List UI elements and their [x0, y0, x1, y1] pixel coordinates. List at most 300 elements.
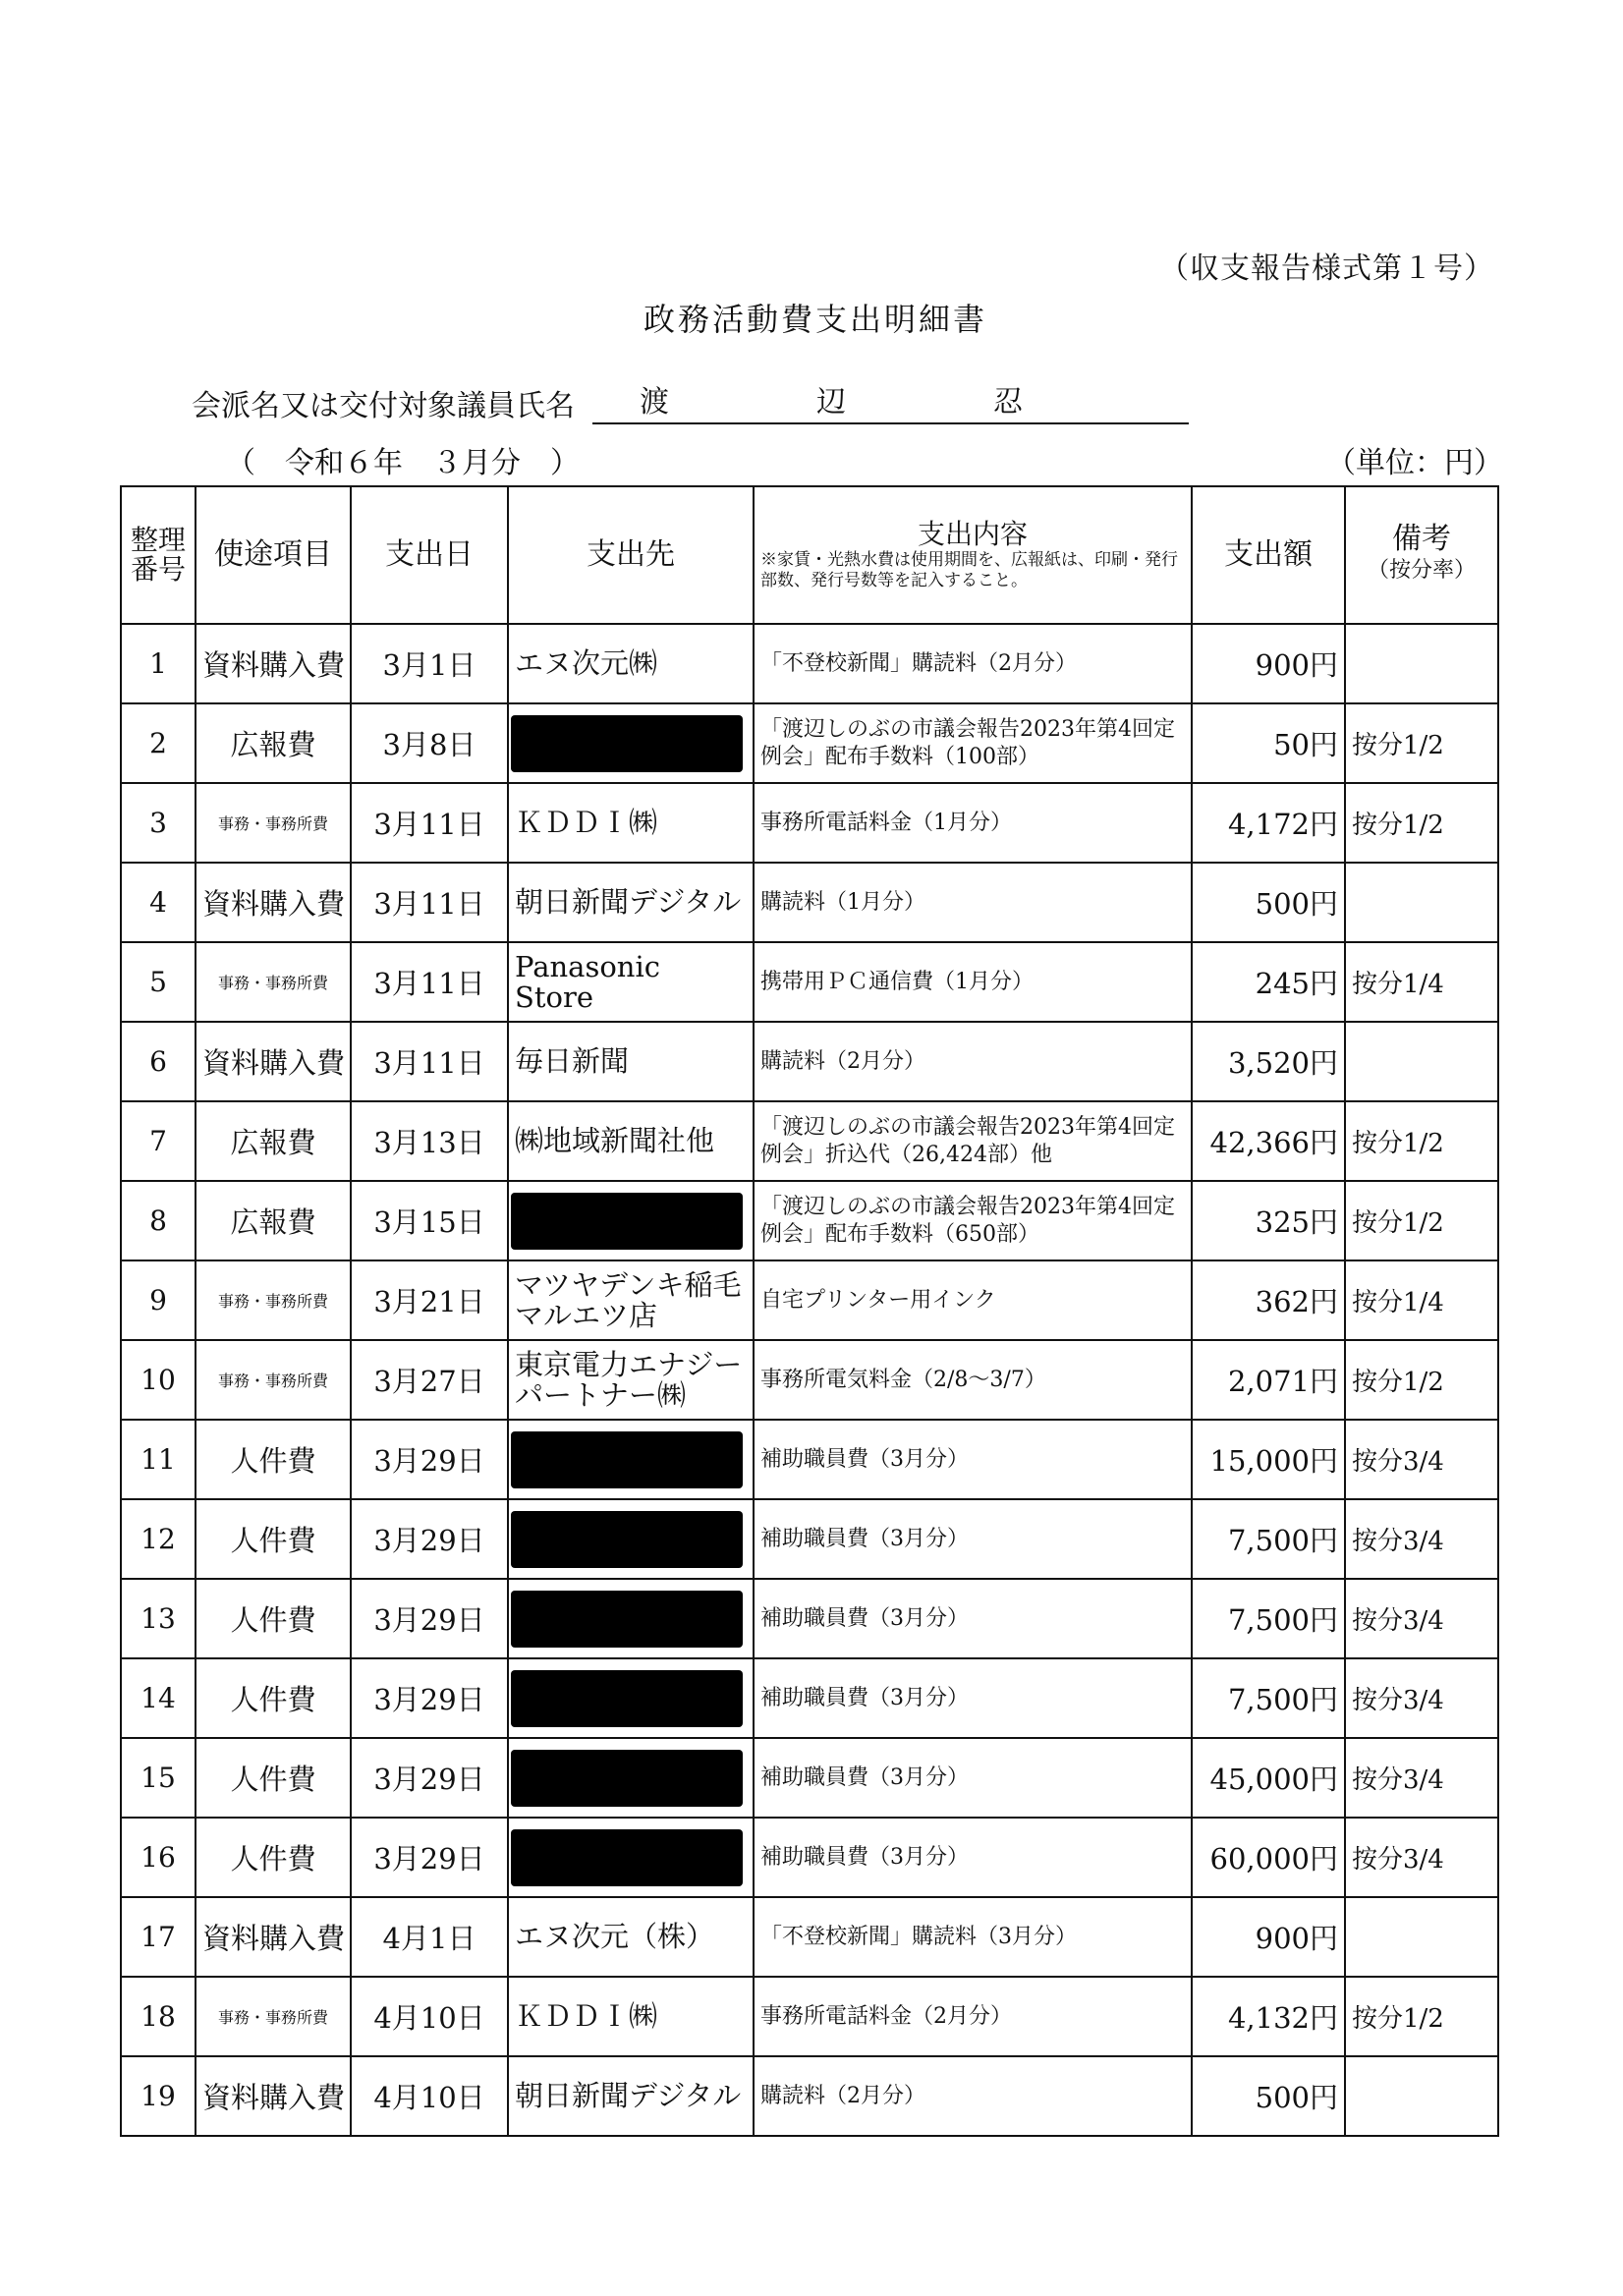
- row-content: [754, 863, 1192, 942]
- row-number-text: 2: [149, 727, 167, 759]
- row-payee: [508, 624, 754, 703]
- redaction-block: [511, 1829, 743, 1886]
- row-content-text: 事務所電気料金（2/8～3/7）: [760, 1367, 1046, 1392]
- row-date-text: 3月13日: [373, 1126, 485, 1159]
- row-payee: [508, 1181, 754, 1260]
- row-payee: [508, 1818, 754, 1897]
- row-date-text: 3月29日: [373, 1763, 485, 1796]
- row-amount: [1192, 703, 1345, 783]
- row-content: [754, 1420, 1192, 1499]
- table-row: [121, 1420, 1498, 1499]
- row-category: [196, 1658, 351, 1738]
- row-number: [121, 1977, 196, 2056]
- row-content-text: 事務所電話料金（2月分）: [760, 2003, 1012, 2029]
- row-payee-text: マツヤデンキ稲毛マルエツ店: [515, 1267, 742, 1332]
- row-category-text: 人件費: [230, 1683, 316, 1716]
- row-amount-text: 7,500円: [1227, 1524, 1338, 1557]
- row-category: [196, 703, 351, 783]
- table-row: [121, 1499, 1498, 1579]
- row-remarks: [1345, 1260, 1498, 1340]
- row-content: [754, 1658, 1192, 1738]
- table-row: [121, 1022, 1498, 1101]
- table-row: [121, 624, 1498, 703]
- row-amount: [1192, 1658, 1345, 1738]
- header-content-label: 支出内容: [917, 518, 1028, 550]
- table-row: [121, 1340, 1498, 1420]
- row-content-text: 購読料（2月分）: [760, 2083, 925, 2108]
- table-row: [121, 1260, 1498, 1340]
- row-date-text: 3月29日: [373, 1842, 485, 1876]
- row-payee: [508, 1738, 754, 1818]
- row-date: [351, 1499, 508, 1579]
- row-content-text: 「不登校新聞」購読料（3月分）: [760, 1924, 1077, 1949]
- row-amount-text: 3,520円: [1227, 1046, 1338, 1080]
- row-number: [121, 624, 196, 703]
- table-row: [121, 863, 1498, 942]
- row-content-text: 「不登校新聞」購読料（2月分）: [760, 650, 1077, 676]
- row-amount-text: 7,500円: [1227, 1603, 1338, 1637]
- row-content-text: 「渡辺しのぶの市議会報告2023年第4回定例会」折込代（26,424部）他: [760, 1114, 1175, 1167]
- row-category: [196, 1579, 351, 1658]
- row-content-text: 携帯用ＰＣ通信費（1月分）: [760, 969, 1034, 994]
- row-category-text: 事務・事務所費: [217, 974, 328, 992]
- row-amount: [1192, 1579, 1345, 1658]
- row-amount: [1192, 1738, 1345, 1818]
- row-remarks: [1345, 1101, 1498, 1181]
- row-number: [121, 1499, 196, 1579]
- row-category-text: 資料購入費: [202, 1922, 346, 1955]
- header-amount: 支出額: [1192, 486, 1345, 624]
- row-number: [121, 703, 196, 783]
- row-payee: [508, 863, 754, 942]
- row-category-text: 事務・事務所費: [217, 1292, 328, 1311]
- row-remarks: [1345, 942, 1498, 1022]
- row-content-text: 「渡辺しのぶの市議会報告2023年第4回定例会」配布手数料（650部）: [760, 1194, 1175, 1247]
- row-payee: [508, 1420, 754, 1499]
- row-amount-text: 4,132円: [1227, 2001, 1338, 2035]
- row-remarks: [1345, 1579, 1498, 1658]
- row-date: [351, 1340, 508, 1420]
- row-remarks-text: 按分1/2: [1352, 811, 1444, 840]
- row-number-text: 7: [149, 1125, 167, 1157]
- row-content: [754, 1101, 1192, 1181]
- table-row: [121, 942, 1498, 1022]
- header-content: [754, 486, 1192, 624]
- row-content-text: 自宅プリンター用インク: [760, 1287, 996, 1313]
- row-amount-text: 325円: [1255, 1205, 1338, 1239]
- row-remarks-text: 按分1/2: [1352, 2004, 1444, 2034]
- row-remarks-text: 按分3/4: [1352, 1447, 1444, 1477]
- row-date-text: 4月10日: [373, 2081, 485, 2114]
- row-number-text: 18: [140, 2000, 176, 2033]
- table-row: [121, 703, 1498, 783]
- row-amount-text: 4,172円: [1227, 808, 1338, 841]
- row-payee: [508, 1101, 754, 1181]
- row-payee: [508, 1499, 754, 1579]
- row-category: [196, 1101, 351, 1181]
- row-remarks: [1345, 1658, 1498, 1738]
- row-remarks-text: 按分3/4: [1352, 1765, 1444, 1795]
- header-remarks: [1345, 486, 1498, 624]
- row-date-text: 3月15日: [373, 1205, 485, 1239]
- row-number: [121, 1738, 196, 1818]
- header-date: 支出日: [351, 486, 508, 624]
- table-row: [121, 1738, 1498, 1818]
- row-amount-text: 2,071円: [1227, 1365, 1338, 1398]
- header-remarks-sub: （按分率）: [1367, 558, 1476, 583]
- row-amount: [1192, 1499, 1345, 1579]
- row-category-text: 事務・事務所費: [217, 814, 328, 833]
- row-content-text: 補助職員費（3月分）: [760, 1605, 969, 1631]
- row-date-text: 3月27日: [373, 1365, 485, 1398]
- table-row: [121, 1101, 1498, 1181]
- row-date: [351, 1181, 508, 1260]
- row-date: [351, 1897, 508, 1977]
- row-payee: [508, 1658, 754, 1738]
- row-remarks: [1345, 1977, 1498, 2056]
- redaction-block: [511, 1511, 743, 1568]
- row-category-text: 人件費: [230, 1524, 316, 1557]
- row-category: [196, 624, 351, 703]
- row-number: [121, 783, 196, 863]
- row-date-text: 3月29日: [373, 1444, 485, 1478]
- row-category: [196, 783, 351, 863]
- row-category-text: 資料購入費: [202, 887, 346, 921]
- row-content: [754, 1977, 1192, 2056]
- row-remarks: [1345, 1420, 1498, 1499]
- row-content: [754, 1022, 1192, 1101]
- row-payee: [508, 783, 754, 863]
- row-category: [196, 863, 351, 942]
- row-category: [196, 1897, 351, 1977]
- row-number: [121, 1260, 196, 1340]
- row-number-text: 19: [140, 2080, 176, 2112]
- table-row: [121, 1818, 1498, 1897]
- row-remarks: [1345, 1738, 1498, 1818]
- row-number: [121, 1022, 196, 1101]
- row-remarks-text: 按分1/2: [1352, 1129, 1444, 1158]
- row-payee-text: ＫＤＤＩ㈱: [515, 806, 658, 839]
- row-date: [351, 863, 508, 942]
- row-number: [121, 1101, 196, 1181]
- row-number: [121, 1420, 196, 1499]
- row-number-text: 6: [149, 1045, 167, 1078]
- redaction-block: [511, 1591, 743, 1648]
- row-payee-text: エヌ次元（株）: [515, 1920, 715, 1953]
- row-category: [196, 1738, 351, 1818]
- redaction-block: [511, 1750, 743, 1807]
- row-amount-text: 362円: [1255, 1285, 1338, 1318]
- row-date: [351, 942, 508, 1022]
- row-content: [754, 1340, 1192, 1420]
- row-category-text: 事務・事務所費: [217, 1372, 328, 1390]
- row-category-text: 資料購入費: [202, 648, 346, 682]
- row-amount: [1192, 942, 1345, 1022]
- row-amount: [1192, 1897, 1345, 1977]
- row-amount: [1192, 1818, 1345, 1897]
- row-number-text: 5: [149, 966, 167, 998]
- row-category-text: 事務・事務所費: [217, 2008, 328, 2027]
- row-date-text: 3月21日: [373, 1285, 485, 1318]
- row-content-text: 補助職員費（3月分）: [760, 1446, 969, 1472]
- row-remarks: [1345, 1897, 1498, 1977]
- row-date: [351, 1579, 508, 1658]
- row-category: [196, 1977, 351, 2056]
- row-category: [196, 942, 351, 1022]
- row-date-text: 3月8日: [382, 728, 476, 761]
- row-amount: [1192, 1101, 1345, 1181]
- row-amount: [1192, 783, 1345, 863]
- member-name-label: 会派名又は交付対象議員氏名: [192, 389, 575, 423]
- row-content-text: 購読料（2月分）: [760, 1048, 925, 1074]
- table-row: [121, 1181, 1498, 1260]
- row-remarks-text: 按分3/4: [1352, 1686, 1444, 1715]
- row-category-text: 人件費: [230, 1444, 316, 1478]
- unit-label: （単位：円）: [1326, 446, 1503, 480]
- row-payee: [508, 1022, 754, 1101]
- table-row: [121, 1658, 1498, 1738]
- row-number: [121, 1340, 196, 1420]
- row-number-text: 8: [149, 1204, 167, 1237]
- row-remarks-text: 按分3/4: [1352, 1606, 1444, 1636]
- row-amount-text: 900円: [1255, 648, 1338, 682]
- row-content-text: 補助職員費（3月分）: [760, 1526, 969, 1551]
- row-category: [196, 1181, 351, 1260]
- row-remarks: [1345, 2056, 1498, 2136]
- row-content-text: 事務所電話料金（1月分）: [760, 810, 1012, 835]
- row-date: [351, 624, 508, 703]
- row-date-text: 3月29日: [373, 1603, 485, 1637]
- row-number: [121, 1818, 196, 1897]
- row-amount-text: 45,000円: [1209, 1763, 1338, 1796]
- row-amount-text: 50円: [1273, 728, 1338, 761]
- row-content: [754, 624, 1192, 703]
- row-date-text: 4月10日: [373, 2001, 485, 2035]
- row-content: [754, 1818, 1192, 1897]
- row-payee-text: ＫＤＤＩ㈱: [515, 1999, 658, 2033]
- row-date-text: 3月11日: [373, 887, 485, 921]
- row-content: [754, 1897, 1192, 1977]
- row-payee-text: 東京電力エナジーパートナー㈱: [515, 1347, 743, 1412]
- row-category: [196, 1420, 351, 1499]
- row-content: [754, 1738, 1192, 1818]
- row-number-text: 14: [140, 1682, 176, 1714]
- redaction-block: [511, 1193, 743, 1250]
- row-content-text: 補助職員費（3月分）: [760, 1844, 969, 1870]
- row-number-text: 1: [149, 647, 167, 680]
- row-category: [196, 1260, 351, 1340]
- row-content: [754, 1181, 1192, 1260]
- row-number-text: 12: [140, 1523, 176, 1555]
- row-category-text: 人件費: [230, 1603, 316, 1637]
- row-remarks-text: 按分1/4: [1352, 970, 1444, 999]
- row-amount-text: 7,500円: [1227, 1683, 1338, 1716]
- row-date-text: 3月11日: [373, 967, 485, 1000]
- row-number: [121, 942, 196, 1022]
- row-amount-text: 42,366円: [1209, 1126, 1338, 1159]
- row-remarks: [1345, 1818, 1498, 1897]
- row-payee: [508, 942, 754, 1022]
- table-row: [121, 1897, 1498, 1977]
- row-payee: [508, 1977, 754, 2056]
- row-category-text: 広報費: [230, 1126, 316, 1159]
- row-payee-text: Panasonic Store: [515, 949, 661, 1014]
- row-category-text: 広報費: [230, 1205, 316, 1239]
- row-amount: [1192, 1340, 1345, 1420]
- row-payee: [508, 2056, 754, 2136]
- row-date-text: 3月11日: [373, 1046, 485, 1080]
- row-number-text: 17: [140, 1921, 176, 1953]
- redaction-block: [511, 1670, 743, 1727]
- row-payee: [508, 1340, 754, 1420]
- row-amount-text: 500円: [1255, 887, 1338, 921]
- row-remarks-text: 按分1/2: [1352, 1208, 1444, 1238]
- row-category-text: 人件費: [230, 1842, 316, 1876]
- row-amount-text: 900円: [1255, 1922, 1338, 1955]
- row-date-text: 4月1日: [382, 1922, 476, 1955]
- row-amount-text: 500円: [1255, 2081, 1338, 2114]
- row-payee-text: エヌ次元㈱: [515, 646, 658, 680]
- document-title: 政務活動費支出明細書: [644, 301, 988, 338]
- row-payee-text: 毎日新聞: [515, 1044, 630, 1078]
- row-content-text: 補助職員費（3月分）: [760, 1685, 969, 1710]
- row-category: [196, 1499, 351, 1579]
- row-content-text: 購読料（1月分）: [760, 889, 925, 915]
- row-content: [754, 1499, 1192, 1579]
- row-remarks: [1345, 1022, 1498, 1101]
- row-amount-text: 245円: [1255, 967, 1338, 1000]
- row-amount: [1192, 1420, 1345, 1499]
- row-date-text: 3月29日: [373, 1683, 485, 1716]
- row-amount: [1192, 1022, 1345, 1101]
- row-number-text: 10: [140, 1364, 176, 1396]
- row-content-text: 補助職員費（3月分）: [760, 1764, 969, 1790]
- row-amount: [1192, 1181, 1345, 1260]
- row-remarks-text: 按分3/4: [1352, 1527, 1444, 1556]
- row-date: [351, 1658, 508, 1738]
- row-date: [351, 1101, 508, 1181]
- row-remarks-text: 按分1/4: [1352, 1288, 1444, 1317]
- row-category-text: 人件費: [230, 1763, 316, 1796]
- header-category: 使途項目: [196, 486, 351, 624]
- row-payee-text: ㈱地域新聞社他: [515, 1124, 715, 1157]
- row-number: [121, 1897, 196, 1977]
- row-remarks-text: 按分1/2: [1352, 1368, 1444, 1397]
- row-category: [196, 2056, 351, 2136]
- table-header-row: [121, 486, 1498, 624]
- row-payee: [508, 1260, 754, 1340]
- header-content-note: ※家賃・光熱水費は使用期間を、広報紙は、印刷・発行部数、発行号数等を記入すること。: [760, 550, 1178, 590]
- row-content: [754, 942, 1192, 1022]
- row-remarks: [1345, 624, 1498, 703]
- row-category-text: 資料購入費: [202, 1046, 346, 1080]
- row-category: [196, 1818, 351, 1897]
- table-row: [121, 1977, 1498, 2056]
- member-name-value: 渡辺忍: [592, 383, 1189, 424]
- row-category: [196, 1340, 351, 1420]
- row-number-text: 13: [140, 1602, 176, 1635]
- row-content-text: 「渡辺しのぶの市議会報告2023年第4回定例会」配布手数料（100部）: [760, 716, 1175, 769]
- row-payee: [508, 703, 754, 783]
- row-amount: [1192, 1977, 1345, 2056]
- row-payee-text: 朝日新聞デジタル: [515, 2079, 742, 2112]
- row-date: [351, 1738, 508, 1818]
- row-remarks: [1345, 783, 1498, 863]
- row-date: [351, 703, 508, 783]
- row-date-text: 3月29日: [373, 1524, 485, 1557]
- row-content: [754, 703, 1192, 783]
- form-number: （収支報告様式第１号）: [1159, 252, 1494, 286]
- row-category-text: 資料購入費: [202, 2081, 346, 2114]
- row-content: [754, 2056, 1192, 2136]
- row-date: [351, 1977, 508, 2056]
- redaction-block: [511, 715, 743, 772]
- row-number-text: 3: [149, 807, 167, 839]
- row-date: [351, 1818, 508, 1897]
- table-row: [121, 1579, 1498, 1658]
- row-remarks: [1345, 863, 1498, 942]
- row-number: [121, 2056, 196, 2136]
- row-remarks-text: 按分1/2: [1352, 731, 1444, 760]
- table-row: [121, 783, 1498, 863]
- row-date: [351, 783, 508, 863]
- row-amount: [1192, 1260, 1345, 1340]
- row-number-text: 16: [140, 1841, 176, 1874]
- row-amount-text: 60,000円: [1209, 1842, 1338, 1876]
- row-number: [121, 1181, 196, 1260]
- row-payee: [508, 1897, 754, 1977]
- row-amount: [1192, 863, 1345, 942]
- expense-table: [120, 485, 1499, 2137]
- row-date-text: 3月1日: [382, 648, 476, 682]
- row-content: [754, 1260, 1192, 1340]
- header-payee: 支出先: [508, 486, 754, 624]
- row-amount: [1192, 2056, 1345, 2136]
- table-row: [121, 2056, 1498, 2136]
- header-remarks-label: 備考: [1392, 522, 1451, 556]
- row-number: [121, 1579, 196, 1658]
- row-date: [351, 1022, 508, 1101]
- row-number: [121, 1658, 196, 1738]
- row-remarks: [1345, 1340, 1498, 1420]
- row-content: [754, 783, 1192, 863]
- row-remarks: [1345, 703, 1498, 783]
- member-name-line: [192, 381, 1189, 424]
- row-remarks: [1345, 1181, 1498, 1260]
- header-no: 整理番号: [121, 486, 196, 624]
- row-content: [754, 1579, 1192, 1658]
- row-payee: [508, 1579, 754, 1658]
- row-remarks-text: 按分3/4: [1352, 1845, 1444, 1875]
- row-number-text: 9: [149, 1284, 167, 1316]
- row-date: [351, 2056, 508, 2136]
- table-body: [121, 624, 1498, 2136]
- row-number-text: 15: [140, 1762, 176, 1794]
- row-number: [121, 863, 196, 942]
- row-date: [351, 1420, 508, 1499]
- row-amount-text: 15,000円: [1209, 1444, 1338, 1478]
- row-number-text: 4: [149, 886, 167, 919]
- row-amount: [1192, 624, 1345, 703]
- row-payee-text: 朝日新聞デジタル: [515, 885, 742, 919]
- row-date-text: 3月11日: [373, 808, 485, 841]
- row-number-text: 11: [140, 1443, 176, 1476]
- row-category: [196, 1022, 351, 1101]
- row-category-text: 広報費: [230, 728, 316, 761]
- row-date: [351, 1260, 508, 1340]
- row-remarks: [1345, 1499, 1498, 1579]
- report-period: （ 令和６年 ３月分 ）: [226, 446, 580, 480]
